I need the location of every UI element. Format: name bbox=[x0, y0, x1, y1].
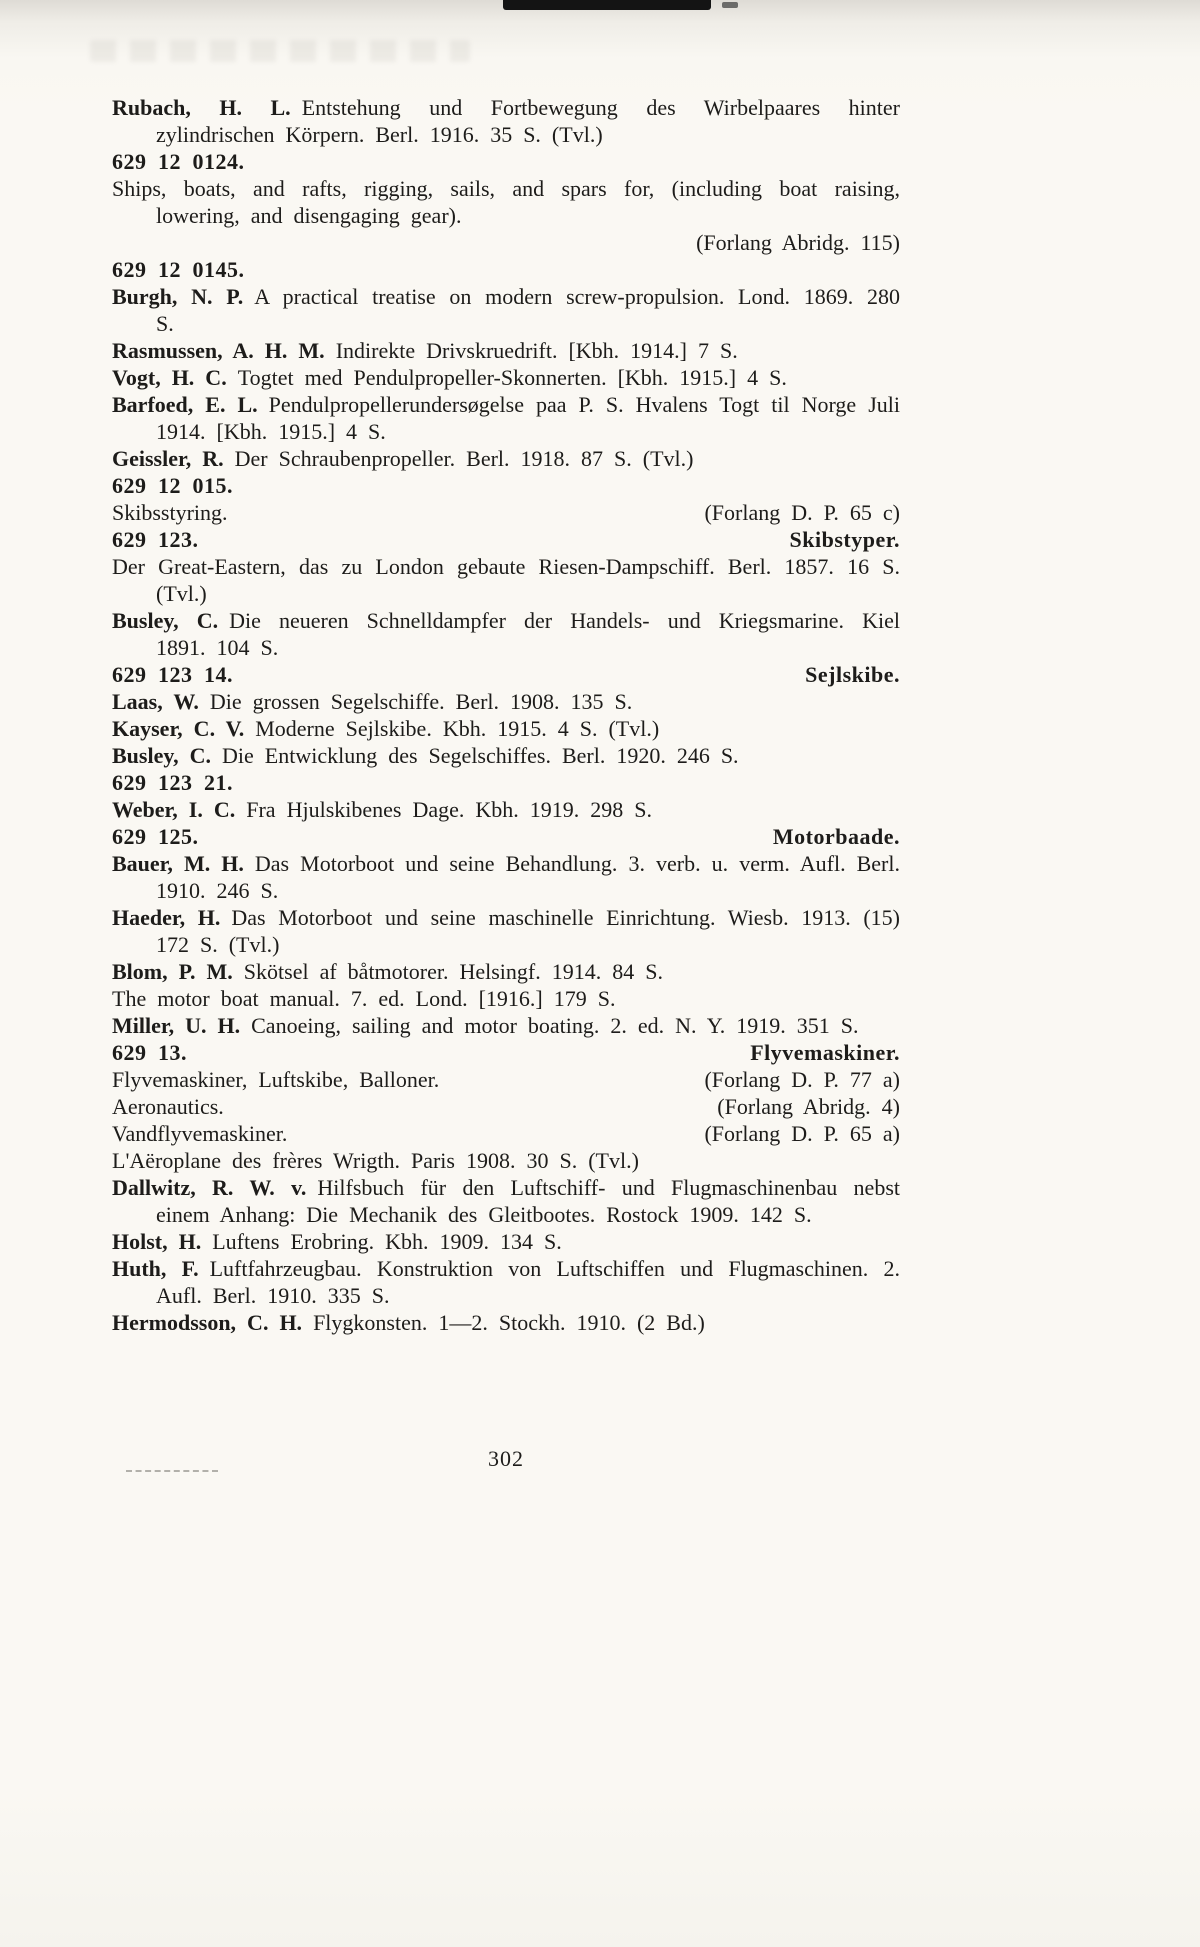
classmark-number: 629 123 14. bbox=[112, 662, 233, 687]
catalog-entry bbox=[112, 1066, 900, 1093]
forlang-reference: (Forlang D. P. 65 a) bbox=[704, 1121, 900, 1146]
catalog-entry bbox=[112, 1120, 900, 1147]
catalog-entry bbox=[112, 607, 900, 661]
entry-text-body: Fra Hjulskibenes Dage. Kbh. 1919. 298 S. bbox=[246, 797, 652, 822]
section-heading: Sejlskibe. bbox=[805, 662, 900, 687]
entry-author: Rasmussen, A. H. M. bbox=[112, 338, 325, 363]
entry-text-body: Der Schraubenpropeller. Berl. 1918. 87 S. (Tvl.) bbox=[234, 446, 694, 471]
scan-artifact-bar bbox=[503, 0, 711, 10]
entry-text-body: Das Motorboot und seine Behandlung. 3. verb. u. verm. Aufl. Berl. 1910. 246 S. bbox=[156, 851, 900, 903]
entry-author: Hermodsson, C. H. bbox=[112, 1310, 303, 1335]
classmark-row bbox=[112, 256, 900, 283]
entry-author: Miller, U. H. bbox=[112, 1013, 241, 1038]
catalog-entry bbox=[112, 1012, 900, 1039]
entry-text-body: Die Entwicklung des Segelschiffes. Berl. 1920. 246 S. bbox=[222, 743, 739, 768]
entry-author: Laas, W. bbox=[112, 689, 199, 714]
catalog-entry bbox=[112, 850, 900, 904]
catalog-entry bbox=[112, 1174, 900, 1228]
classmark-row bbox=[112, 1039, 900, 1066]
entry-author: Dallwitz, R. W. v. bbox=[112, 1175, 307, 1200]
entry-author: Busley, C. bbox=[112, 608, 219, 633]
classmark-row bbox=[112, 823, 900, 850]
entry-text: Vandflyvemaskiner. bbox=[112, 1121, 288, 1146]
entry-text-body: Die grossen Segelschiffe. Berl. 1908. 135 S. bbox=[209, 689, 633, 714]
catalog-entry bbox=[112, 283, 900, 337]
entry-text bbox=[112, 607, 900, 661]
entry-text-body: Indirekte Drivskruedrift. [Kbh. 1914.] 7 S. bbox=[335, 338, 738, 363]
catalog-entry bbox=[112, 364, 900, 391]
catalog-entry bbox=[112, 742, 900, 769]
section-heading: Motorbaade. bbox=[772, 824, 900, 849]
entry-text bbox=[112, 1228, 900, 1255]
entry-text bbox=[112, 445, 900, 472]
entry-text-body: Hilfsbuch für den Luftschiff- und Flugmaschinenbau nebst einem Anhang: Die Mechanik des Gleitbootes. Rostock 1909. 142 S. bbox=[156, 1175, 900, 1227]
catalog-entry bbox=[112, 688, 900, 715]
entry-text bbox=[112, 1309, 900, 1336]
classmark-row bbox=[112, 526, 900, 553]
classmark-number: 629 123. bbox=[112, 527, 199, 552]
catalog-entry bbox=[112, 1228, 900, 1255]
forlang-reference: (Forlang Abridg. 115) bbox=[696, 230, 900, 255]
classmark-number: 629 12 015. bbox=[112, 473, 233, 498]
entry-text-body: Canoeing, sailing and motor boating. 2. ed. N. Y. 1919. 351 S. bbox=[251, 1013, 859, 1038]
catalog-entry bbox=[112, 391, 900, 445]
page-number: 302 bbox=[488, 1446, 524, 1471]
entry-list bbox=[112, 94, 900, 1336]
entry-text-body: Das Motorboot und seine maschinelle Einrichtung. Wiesb. 1913. (15) 172 S. (Tvl.) bbox=[156, 905, 901, 957]
entry-author: Vogt, H. C. bbox=[112, 365, 227, 390]
classmark-row bbox=[112, 472, 900, 499]
catalog-entry bbox=[112, 715, 900, 742]
catalog-entry bbox=[112, 1255, 900, 1309]
entry-text bbox=[112, 1174, 900, 1228]
entry-text bbox=[112, 337, 900, 364]
entry-text-body: Pendulpropellerundersøgelse paa P. S. Hvalens Togt til Norge Juli 1914. [Kbh. 1915.] 4 S. bbox=[156, 392, 900, 444]
catalog-entry bbox=[112, 499, 900, 526]
entry-author: Busley, C. bbox=[112, 743, 212, 768]
catalog-entry bbox=[112, 175, 900, 256]
classmark-row bbox=[112, 769, 900, 796]
catalog-entry bbox=[112, 553, 900, 607]
forlang-reference: (Forlang D. P. 65 c) bbox=[704, 500, 900, 525]
entry-text-body: Luftens Erobring. Kbh. 1909. 134 S. bbox=[212, 1229, 562, 1254]
entry-author: Blom, P. M. bbox=[112, 959, 233, 984]
scan-artifact-ghost-text bbox=[90, 40, 470, 62]
entry-text-body: Die neueren Schnelldampfer der Handels- und Kriegsmarine. Kiel 1891. 104 S. bbox=[156, 608, 900, 660]
entry-text bbox=[112, 391, 900, 445]
entry-text: Flyvemaskiner, Luftskibe, Balloner. bbox=[112, 1067, 440, 1092]
entry-text: Aeronautics. bbox=[112, 1094, 224, 1119]
entry-author: Barfoed, E. L. bbox=[112, 392, 258, 417]
classmark-number: 629 12 0145. bbox=[112, 257, 245, 282]
entry-author: Holst, H. bbox=[112, 1229, 202, 1254]
catalog-entry bbox=[112, 1309, 900, 1336]
entry-text-body: Flygkonsten. 1—2. Stockh. 1910. (2 Bd.) bbox=[313, 1310, 705, 1335]
classmark-row bbox=[112, 148, 900, 175]
entry-author: Huth, F. bbox=[112, 1256, 199, 1281]
entry-text bbox=[112, 958, 900, 985]
entry-text-body: Skötsel af båtmotorer. Helsingf. 1914. 84 S. bbox=[243, 959, 663, 984]
entry-text bbox=[112, 364, 900, 391]
catalog-entry bbox=[112, 94, 900, 148]
catalog-entry bbox=[112, 1147, 900, 1174]
classmark-number: 629 13. bbox=[112, 1040, 187, 1065]
catalog-entry bbox=[112, 958, 900, 985]
entry-text-body: Luftfahrzeugbau. Konstruktion von Luftschiffen und Flugmaschinen. 2. Aufl. Berl. 1910. 335 S. bbox=[156, 1256, 901, 1308]
catalog-entry bbox=[112, 985, 900, 1012]
entry-text-body: Moderne Sejlskibe. Kbh. 1915. 4 S. (Tvl.) bbox=[255, 716, 660, 741]
entry-author: Kayser, C. V. bbox=[112, 716, 245, 741]
entry-text: The motor boat manual. 7. ed. Lond. [1916.] 179 S. bbox=[112, 986, 616, 1011]
entry-text bbox=[112, 94, 900, 148]
entry-text bbox=[112, 742, 900, 769]
entry-text bbox=[112, 283, 900, 337]
entry-text bbox=[112, 1012, 900, 1039]
entry-text bbox=[112, 1255, 900, 1309]
entry-author: Haeder, H. bbox=[112, 905, 221, 930]
catalog-entry bbox=[112, 445, 900, 472]
entry-text bbox=[112, 715, 900, 742]
entry-author: Weber, I. C. bbox=[112, 797, 236, 822]
catalog-entry bbox=[112, 337, 900, 364]
forlang-reference: (Forlang D. P. 77 a) bbox=[704, 1067, 900, 1092]
entry-text-body: Entstehung und Fortbewegung des Wirbelpaares hinter zylindrischen Körpern. Berl. 1916. 35 S. (Tvl.) bbox=[156, 95, 900, 147]
entry-text: Ships, boats, and rafts, rigging, sails, and spars for, (including boat raising, lowering, and disengaging gear). bbox=[112, 176, 900, 228]
entry-text-body: Togtet med Pendulpropeller-Skonnerten. [Kbh. 1915.] 4 S. bbox=[237, 365, 787, 390]
catalog-entry bbox=[112, 1093, 900, 1120]
entry-author: Bauer, M. H. bbox=[112, 851, 244, 876]
section-heading: Flyvemaskiner. bbox=[750, 1040, 900, 1065]
forlang-reference: (Forlang Abridg. 4) bbox=[717, 1094, 900, 1119]
classmark-number: 629 123 21. bbox=[112, 770, 233, 795]
catalog-entry bbox=[112, 904, 900, 958]
entry-text: L'Aëroplane des frères Wrigth. Paris 1908. 30 S. (Tvl.) bbox=[112, 1148, 639, 1173]
entry-text: Der Great-Eastern, das zu London gebaute Riesen-Dampschiff. Berl. 1857. 16 S. (Tvl.) bbox=[112, 554, 900, 606]
entry-text bbox=[112, 796, 900, 823]
entry-text bbox=[112, 904, 900, 958]
entry-author: Geissler, R. bbox=[112, 446, 224, 471]
entry-text bbox=[112, 688, 900, 715]
entry-text: Skibsstyring. bbox=[112, 500, 228, 525]
classmark-number: 629 12 0124. bbox=[112, 149, 245, 174]
scan-artifact-dot bbox=[722, 2, 738, 8]
classmark-row bbox=[112, 661, 900, 688]
entry-author: Rubach, H. L. bbox=[112, 95, 291, 120]
catalog-entry bbox=[112, 796, 900, 823]
entry-author: Burgh, N. P. bbox=[112, 284, 244, 309]
classmark-number: 629 125. bbox=[112, 824, 199, 849]
entry-text-body: A practical treatise on modern screw-propulsion. Lond. 1869. 280 S. bbox=[156, 284, 900, 336]
entry-text bbox=[112, 850, 900, 904]
section-heading: Skibstyper. bbox=[789, 527, 900, 552]
